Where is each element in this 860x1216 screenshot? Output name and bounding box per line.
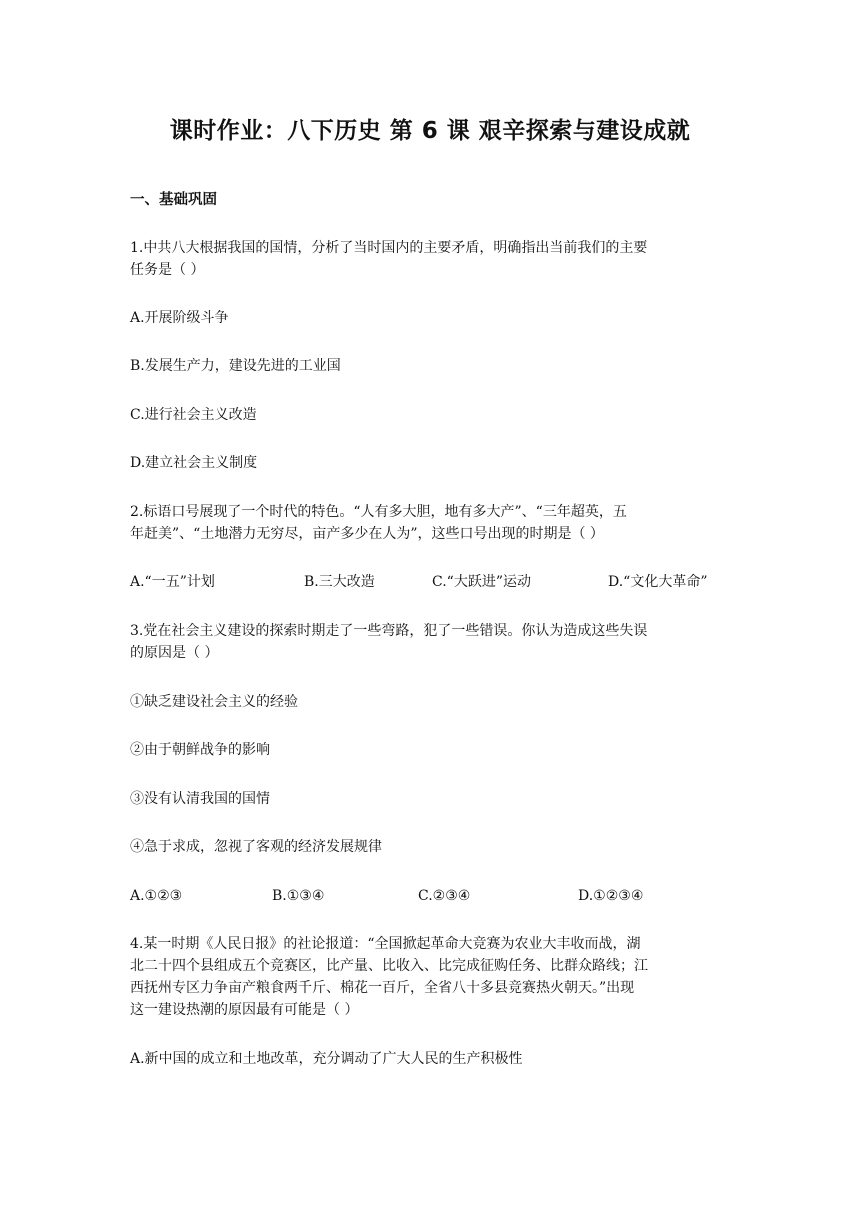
q4-option-a: A.新中国的成立和土地改革，充分调动了广大人民的生产积极性 <box>130 1051 523 1067</box>
q3-stem-line-2: 的原因是（ ） <box>130 645 219 661</box>
q3-item-3: ③没有认清我国的国情 <box>130 791 270 807</box>
q3-option-d: D.①②③④ <box>578 888 644 904</box>
q1-stem-line-1: 1.中共八大根据我国的国情，分析了当时国内的主要矛盾，明确指出当前我们的主要 <box>130 240 648 256</box>
q2-option-d: D.“文化大革命” <box>608 574 708 590</box>
q1-option-b: B.发展生产力，建设先进的工业国 <box>130 358 341 374</box>
q3-item-4: ④急于求成，忽视了客观的经济发展规律 <box>130 839 382 855</box>
q4-stem-line-4: 这一建设热潮的原因最有可能是（ ） <box>130 1002 359 1018</box>
q1-option-d: D.建立社会主义制度 <box>130 455 258 471</box>
q3-item-1: ①缺乏建设社会主义的经验 <box>130 694 298 710</box>
q2-option-c: C.“大跃进”运动 <box>432 574 531 590</box>
section-heading: 一、基础巩固 <box>130 192 217 208</box>
q2-stem-line-2: 年赶美”、“土地潜力无穷尽，亩产多少在人为”，这些口号出现的时期是（ ） <box>130 526 604 542</box>
q2-options-row <box>130 572 730 592</box>
q1-stem-line-2: 任务是（ ） <box>130 262 205 278</box>
q4-stem-line-2: 北二十四个县组成五个竞赛区，比产量、比收入、比完成征购任务、比群众路线；江 <box>130 958 648 974</box>
q1-option-a: A.开展阶级斗争 <box>130 310 229 326</box>
q4-stem-line-3: 西抚州专区力争亩产粮食两千斤、棉花一百斤，全省八十多县竞赛热火朝天。”出现 <box>130 980 635 996</box>
q2-option-b: B.三大改造 <box>304 574 375 590</box>
q2-option-a: A.“一五”计划 <box>130 574 215 590</box>
q3-options-row <box>130 886 730 906</box>
q3-item-2: ②由于朝鲜战争的影响 <box>130 742 270 758</box>
q2-stem-line-1: 2.标语口号展现了一个时代的特色。“人有多大胆，地有多大产”、“三年超英，五 <box>130 504 627 520</box>
q4-stem-line-1: 4.某一时期《人民日报》的社论报道：“全国掀起革命大竞赛为农业大丰收而战，湖 <box>130 936 641 952</box>
q3-option-a: A.①②③ <box>130 888 183 904</box>
q3-option-b: B.①③④ <box>272 888 325 904</box>
q3-option-c: C.②③④ <box>418 888 471 904</box>
q1-option-c: C.进行社会主义改造 <box>130 407 257 423</box>
q3-stem-line-1: 3.党在社会主义建设的探索时期走了一些弯路，犯了一些错误。你认为造成这些失误 <box>130 623 648 639</box>
page-title: 课时作业：八下历史 第 6 课 艰辛探索与建设成就 <box>169 118 691 144</box>
